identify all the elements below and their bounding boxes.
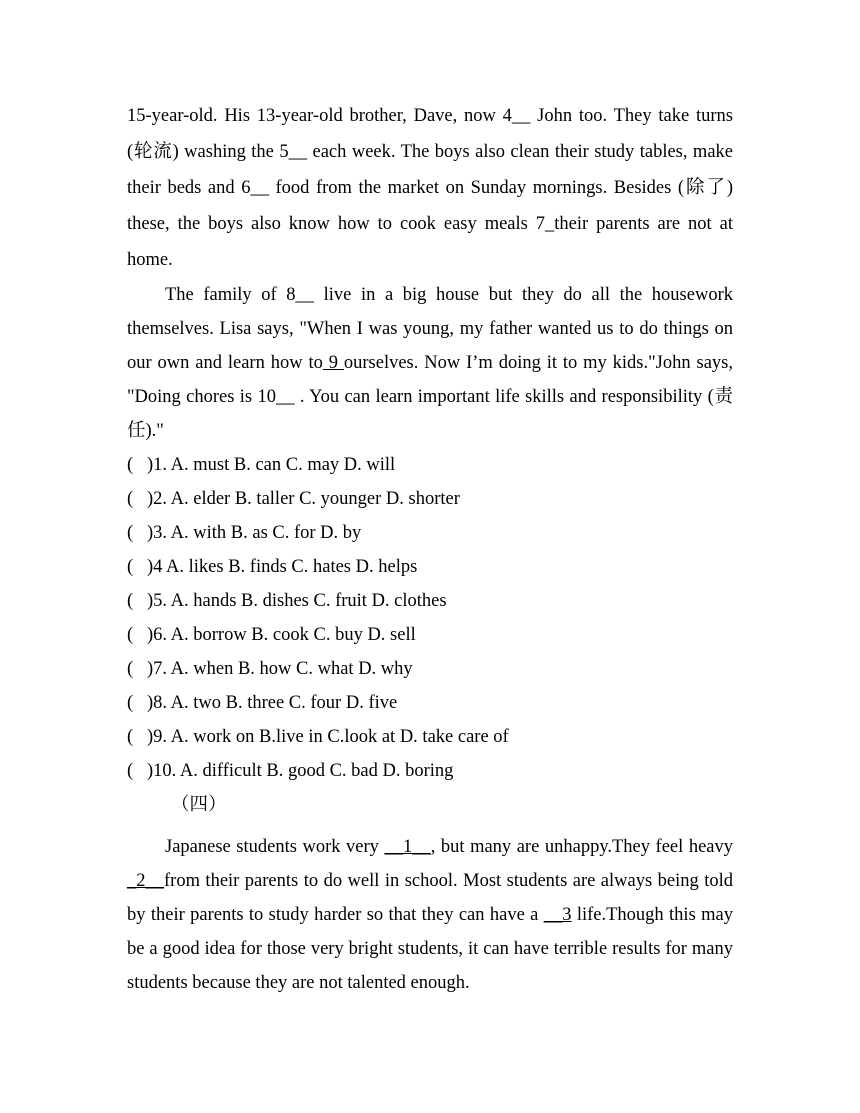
text-run: ourselves. Now I’m doing it to my kids."John says, "Doing chores is 10 <box>127 353 733 407</box>
text-run: food from the market on Sunday mornings. Besides (除了) these, the boys also know how to cook easy meals 7 <box>127 178 733 234</box>
text-run: The family of 8 <box>165 285 296 305</box>
text-run: from their parents to do well in school. Most students are always being told by their parents to study harder so that they can have a <box>127 871 733 925</box>
question-text: )7. A. when B. how C. what D. why <box>147 659 413 679</box>
answer-paren[interactable]: ( <box>127 659 134 679</box>
text-run: , but many are unhappy.They feel heavy <box>430 837 733 857</box>
text-run: Japanese students work very <box>165 837 385 857</box>
question-item <box>127 448 733 482</box>
question-text: )1. A. must B. can C. may D. will <box>147 455 396 475</box>
text-run: 15-year-old. His 13-year-old brother, Dave, now 4 <box>127 106 512 126</box>
answer-paren[interactable]: ( <box>127 625 134 645</box>
blank-5: __ <box>288 142 308 162</box>
answer-paren[interactable]: ( <box>127 455 134 475</box>
blank-2: _2__ <box>127 871 164 891</box>
answer-paren[interactable]: ( <box>127 489 134 509</box>
passage-paragraph-2 <box>127 278 733 448</box>
question-text: )5. A. hands B. dishes C. fruit D. clothes <box>147 591 447 611</box>
answer-paren[interactable]: ( <box>127 693 134 713</box>
blank-4: __ <box>511 106 531 126</box>
question-item <box>127 584 733 618</box>
answer-paren[interactable]: ( <box>127 727 134 747</box>
blank-7: _ <box>545 214 555 234</box>
blank-8: __ <box>295 285 315 305</box>
question-item <box>127 754 733 788</box>
question-list <box>127 448 733 788</box>
text-run: each week. The boys also clean their study tables, make their beds and 6 <box>127 142 733 198</box>
text-run: their parents are not at home. <box>127 214 733 270</box>
passage-b-paragraph <box>127 830 733 1000</box>
text-run: live in a big house but they do all the housework themselves. Lisa says, "When I was young, my father wanted us to do things on our own and learn how to <box>127 285 733 373</box>
question-item <box>127 550 733 584</box>
answer-paren[interactable]: ( <box>127 557 134 577</box>
blank-3: __3 <box>543 905 572 925</box>
question-text: )4 A. likes B. finds C. hates D. helps <box>147 557 418 577</box>
answer-paren[interactable]: ( <box>127 523 134 543</box>
blank-1: __1__ <box>384 837 431 857</box>
question-item <box>127 618 733 652</box>
question-item <box>127 482 733 516</box>
text-run: . You can learn important life skills and responsibility (责任)." <box>127 387 733 441</box>
text-run: John too. They take turns (轮流) washing the 5 <box>127 106 733 162</box>
blank-10: __ <box>275 387 295 407</box>
document-page <box>127 98 733 1000</box>
blank-9: 9 <box>322 353 344 373</box>
question-text: )8. A. two B. three C. four D. five <box>147 693 398 713</box>
question-item <box>127 720 733 754</box>
passage-paragraph-1 <box>127 98 733 278</box>
question-text: )2. A. elder B. taller C. younger D. shorter <box>147 489 460 509</box>
text-run: life.Though this may be a good idea for those very bright students, it can have terrible results for many students because they are not talented enough. <box>127 905 733 993</box>
question-text: )10. A. difficult B. good C. bad D. boring <box>147 761 454 781</box>
answer-paren[interactable]: ( <box>127 591 134 611</box>
question-text: )9. A. work on B.live in C.look at D. take care of <box>147 727 509 747</box>
question-text: )6. A. borrow B. cook C. buy D. sell <box>147 625 416 645</box>
question-item <box>127 652 733 686</box>
question-text: )3. A. with B. as C. for D. by <box>147 523 362 543</box>
question-item <box>127 686 733 720</box>
question-item <box>127 516 733 550</box>
blank-6: __ <box>250 178 269 198</box>
answer-paren[interactable]: ( <box>127 761 134 781</box>
section-heading: （四） <box>171 795 227 815</box>
